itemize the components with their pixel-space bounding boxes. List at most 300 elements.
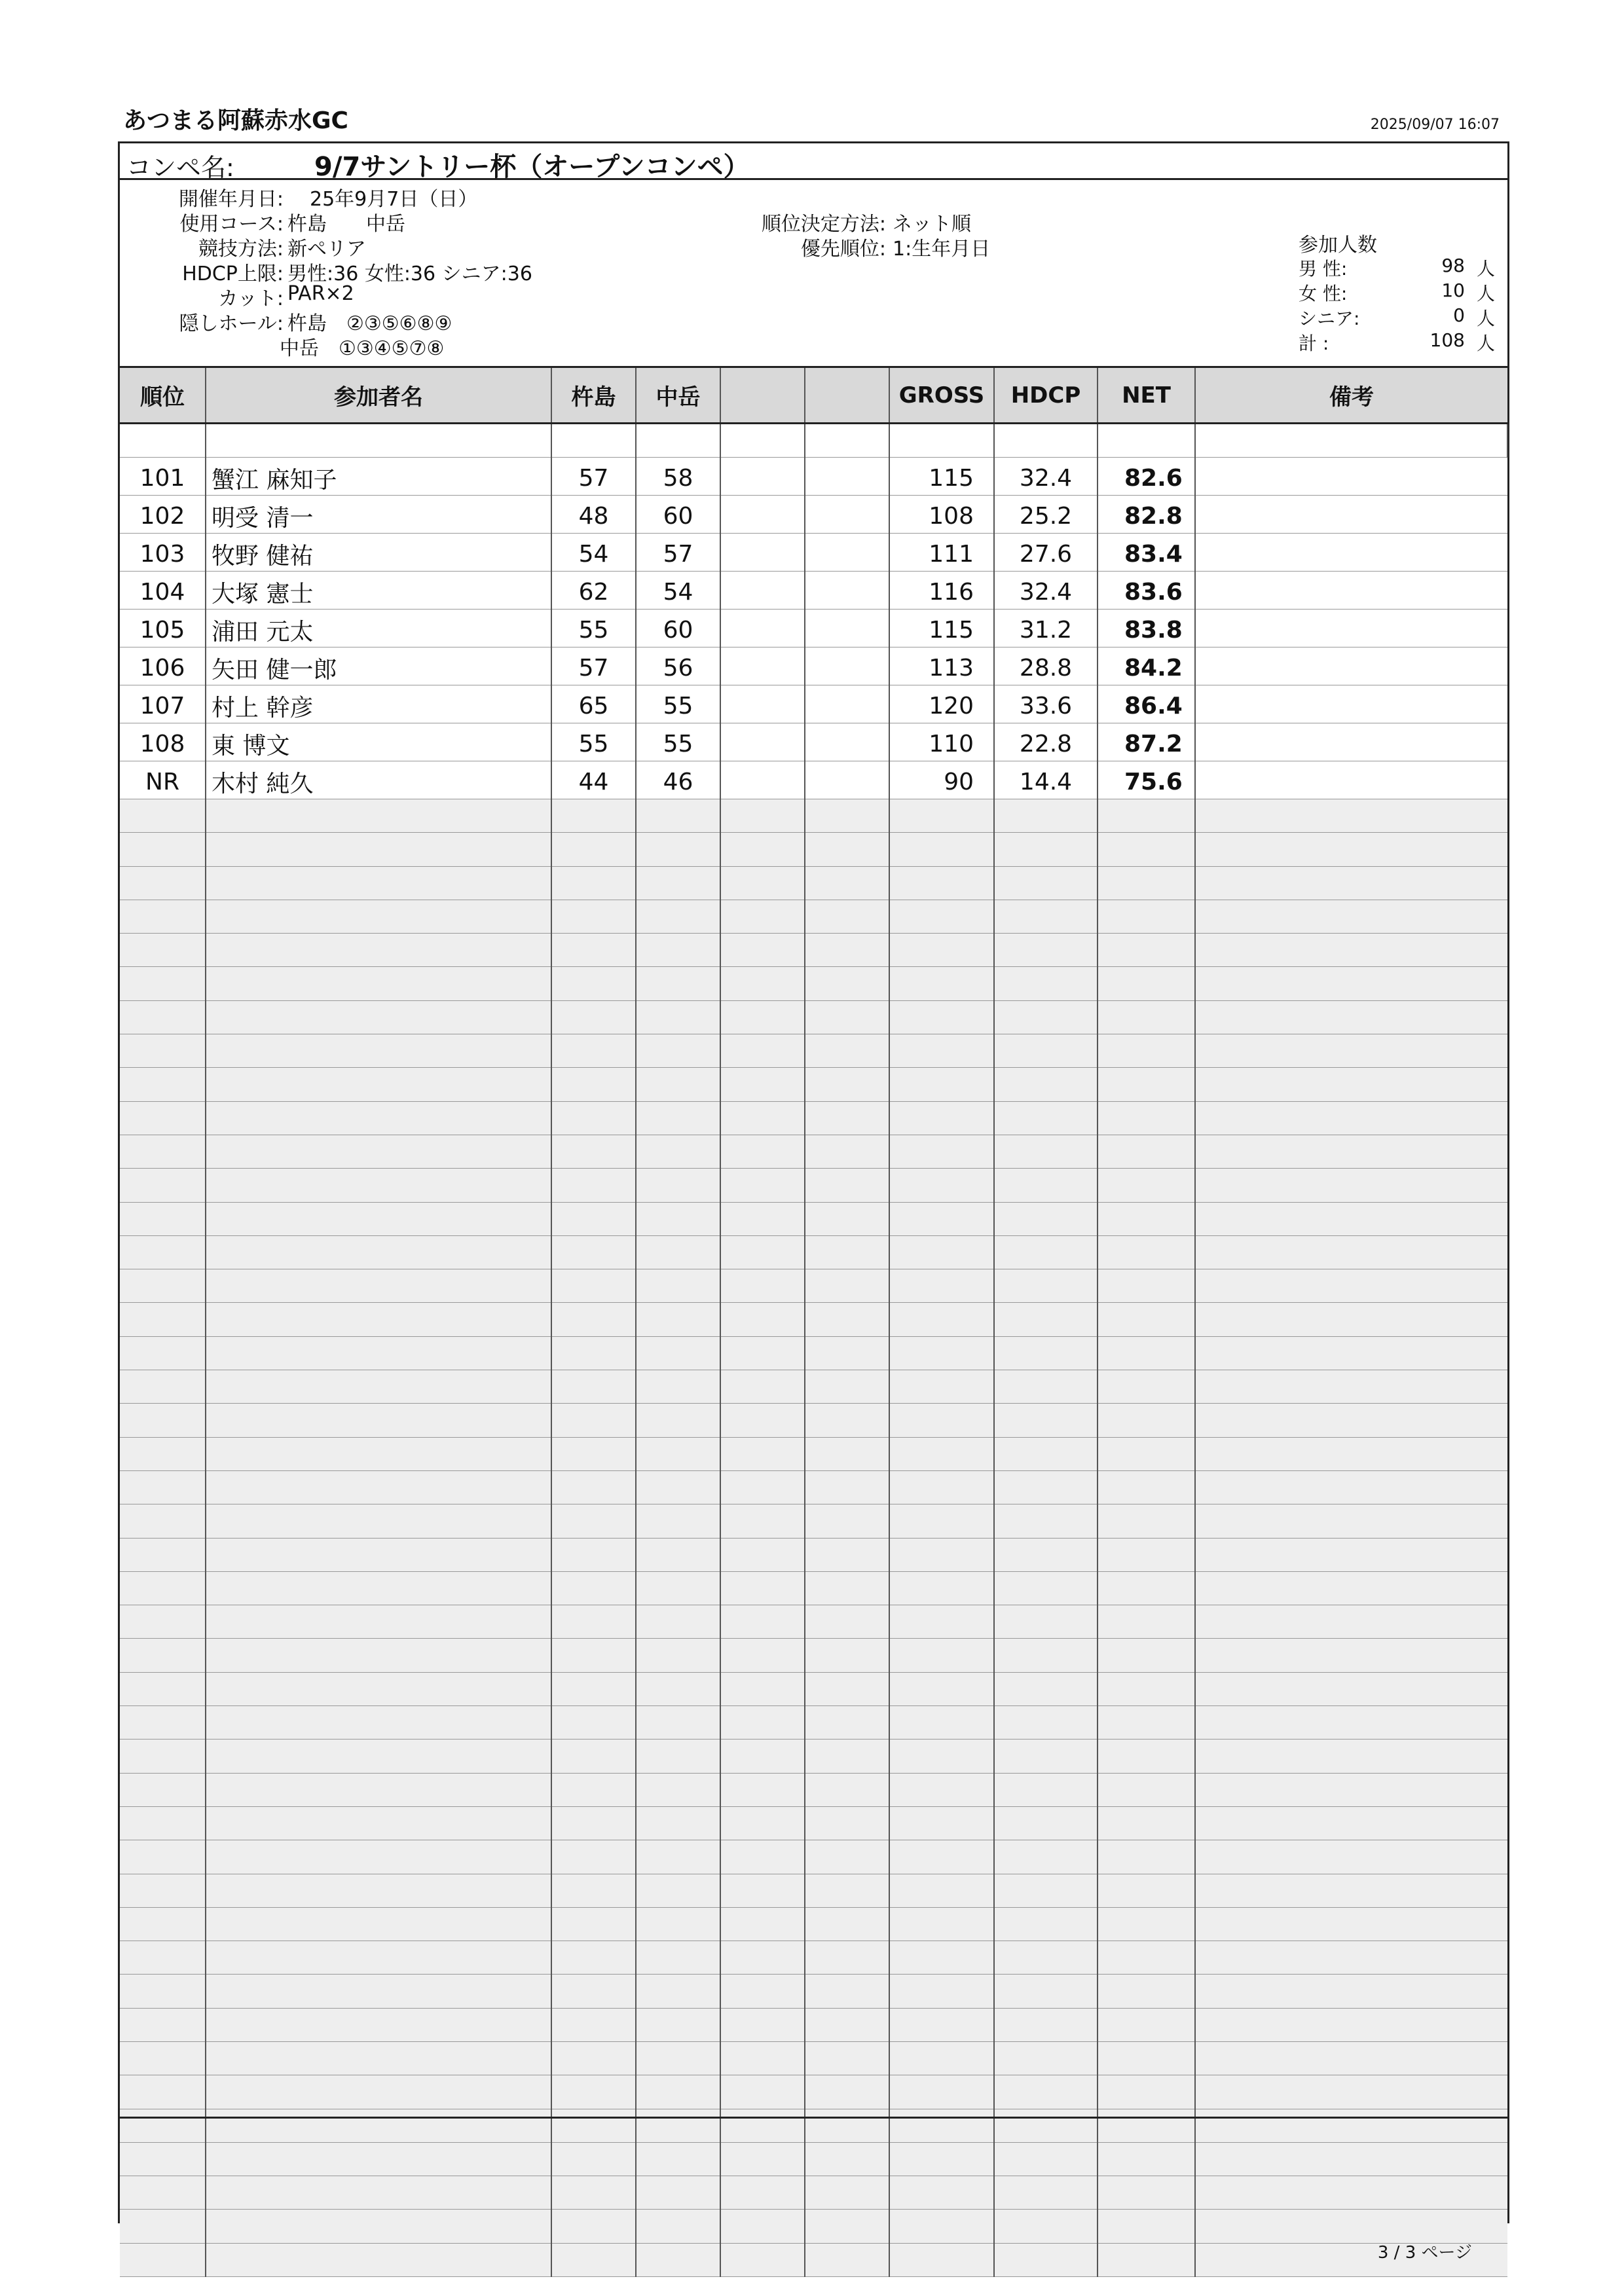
empty-cell xyxy=(1098,1101,1195,1135)
empty-cell xyxy=(1195,1672,1507,1705)
empty-cell xyxy=(1098,1740,1195,1773)
empty-cell xyxy=(805,934,889,967)
empty-cell xyxy=(1195,1975,1507,2008)
empty-cell xyxy=(720,1470,805,1504)
empty-cell xyxy=(720,1941,805,1975)
empty-cell xyxy=(805,833,889,866)
empty-cell xyxy=(206,1169,551,1202)
empty-cell xyxy=(889,1437,994,1470)
empty-cell xyxy=(889,1639,994,1672)
participants-label: シニア: xyxy=(1299,308,1360,329)
empty-cell xyxy=(636,1169,720,1202)
empty-cell xyxy=(206,1907,551,1941)
table-header-row xyxy=(120,367,1507,424)
participants-unit: 人 xyxy=(1476,258,1495,280)
empty-cell xyxy=(120,1470,206,1504)
empty-cell xyxy=(889,1235,994,1269)
empty-cell xyxy=(551,1470,636,1504)
empty-cell xyxy=(720,833,805,866)
empty-cell xyxy=(551,1740,636,1773)
empty-cell xyxy=(120,1169,206,1202)
blank-cell xyxy=(805,458,889,496)
empty-cell xyxy=(805,2041,889,2075)
empty-cell xyxy=(120,2075,206,2109)
empty-cell xyxy=(636,1571,720,1605)
blank-cell xyxy=(720,572,805,610)
empty-cell xyxy=(120,1504,206,1538)
empty-cell xyxy=(994,1605,1098,1639)
empty-cell xyxy=(889,1907,994,1941)
empty-cell xyxy=(1098,799,1195,833)
nakadake-score-cell: 55 xyxy=(636,723,720,761)
empty-cell xyxy=(1195,900,1507,933)
empty-cell xyxy=(206,1336,551,1370)
empty-row xyxy=(120,833,1507,866)
empty-cell xyxy=(1098,1975,1195,2008)
empty-cell xyxy=(994,2075,1098,2109)
empty-cell xyxy=(206,1874,551,1907)
empty-cell xyxy=(636,1269,720,1303)
empty-row xyxy=(120,1370,1507,1404)
empty-cell xyxy=(206,833,551,866)
empty-cell xyxy=(720,1437,805,1470)
empty-cell xyxy=(551,1169,636,1202)
club-name: あつまる阿蘇赤水GC xyxy=(123,107,348,134)
empty-cell xyxy=(994,1303,1098,1336)
empty-cell xyxy=(1195,1068,1507,1101)
empty-cell xyxy=(636,1303,720,1336)
participants-title: 参加人数 xyxy=(1299,234,1377,257)
kijima-score-cell: 57 xyxy=(551,647,636,685)
empty-cell xyxy=(636,934,720,967)
header-gap xyxy=(120,424,1507,458)
participants-unit: 人 xyxy=(1476,283,1495,304)
empty-cell xyxy=(636,1840,720,1874)
empty-cell xyxy=(120,1370,206,1404)
empty-cell xyxy=(551,1639,636,1672)
empty-cell xyxy=(720,1068,805,1101)
empty-cell xyxy=(994,1806,1098,1840)
empty-cell xyxy=(720,1605,805,1639)
empty-row xyxy=(120,1941,1507,1975)
nakadake-score-cell: 58 xyxy=(636,458,720,496)
empty-row xyxy=(120,1068,1507,1101)
empty-row xyxy=(120,1336,1507,1370)
empty-cell xyxy=(805,1269,889,1303)
empty-cell xyxy=(206,1672,551,1705)
empty-cell xyxy=(636,1202,720,1235)
empty-cell xyxy=(1195,1605,1507,1639)
empty-cell xyxy=(636,1672,720,1705)
empty-row xyxy=(120,1806,1507,1840)
rank-method-label: 順位決定方法: xyxy=(761,213,886,236)
empty-cell xyxy=(206,1437,551,1470)
empty-cell xyxy=(805,1437,889,1470)
gross-cell: 113 xyxy=(889,647,994,685)
empty-cell xyxy=(1195,1303,1507,1336)
empty-cell xyxy=(805,1806,889,1840)
empty-cell xyxy=(636,967,720,1000)
empty-cell xyxy=(805,1907,889,1941)
empty-cell xyxy=(120,1336,206,1370)
empty-cell xyxy=(551,1269,636,1303)
empty-cell xyxy=(1195,1437,1507,1470)
empty-cell xyxy=(805,799,889,833)
course-label: 使用コース: xyxy=(179,213,284,236)
empty-cell xyxy=(889,799,994,833)
competition-label: コンペ名: xyxy=(126,153,234,182)
kijima-score-cell: 55 xyxy=(551,610,636,647)
empty-cell xyxy=(889,1605,994,1639)
empty-cell xyxy=(1098,1202,1195,1235)
gross-cell: 90 xyxy=(889,761,994,799)
empty-cell xyxy=(551,1941,636,1975)
empty-cell xyxy=(120,1068,206,1101)
empty-cell xyxy=(1098,1639,1195,1672)
blank-cell xyxy=(805,534,889,572)
empty-cell xyxy=(889,2243,994,2276)
empty-cell xyxy=(1195,1538,1507,1571)
blank-cell xyxy=(805,610,889,647)
empty-cell xyxy=(551,1000,636,1034)
empty-cell xyxy=(551,833,636,866)
empty-cell xyxy=(1195,1571,1507,1605)
empty-cell xyxy=(1098,1504,1195,1538)
empty-cell xyxy=(1195,1034,1507,1068)
empty-cell xyxy=(120,1975,206,2008)
empty-cell xyxy=(805,1605,889,1639)
empty-row xyxy=(120,1034,1507,1068)
blank-cell xyxy=(720,610,805,647)
empty-cell xyxy=(805,1538,889,1571)
empty-cell xyxy=(1098,1303,1195,1336)
empty-cell xyxy=(994,1202,1098,1235)
empty-cell xyxy=(720,866,805,900)
empty-cell xyxy=(889,1404,994,1437)
table-row xyxy=(120,685,1507,723)
empty-cell xyxy=(994,1169,1098,1202)
empty-cell xyxy=(636,1068,720,1101)
empty-cell xyxy=(1098,1773,1195,1806)
empty-cell xyxy=(1195,1235,1507,1269)
empty-cell xyxy=(1195,1773,1507,1806)
empty-cell xyxy=(720,1235,805,1269)
empty-cell xyxy=(1195,1941,1507,1975)
empty-cell xyxy=(1195,866,1507,900)
empty-cell xyxy=(206,1068,551,1101)
empty-cell xyxy=(1098,1538,1195,1571)
hdcp-cell: 28.8 xyxy=(994,647,1098,685)
blank-cell xyxy=(805,496,889,534)
empty-cell xyxy=(1098,1941,1195,1975)
empty-cell xyxy=(805,1639,889,1672)
hidden-holes-kijima: 杵島 ②③⑤⑥⑧⑨ xyxy=(287,312,452,335)
empty-cell xyxy=(206,1504,551,1538)
print-date: 2025/09/07 16:07 xyxy=(1370,117,1500,133)
empty-cell xyxy=(636,1000,720,1034)
empty-cell xyxy=(805,1840,889,1874)
empty-cell xyxy=(1195,967,1507,1000)
empty-cell xyxy=(994,1874,1098,1907)
empty-cell xyxy=(120,2008,206,2041)
empty-cell xyxy=(720,2041,805,2075)
empty-cell xyxy=(805,2243,889,2276)
empty-cell xyxy=(636,2075,720,2109)
empty-cell xyxy=(551,1571,636,1605)
priority-value: 1:生年月日 xyxy=(893,238,991,261)
empty-cell xyxy=(1195,1101,1507,1135)
empty-cell xyxy=(720,1135,805,1168)
empty-cell xyxy=(889,1169,994,1202)
empty-cell xyxy=(551,1773,636,1806)
empty-cell xyxy=(206,1639,551,1672)
empty-cell xyxy=(805,2008,889,2041)
hdcp-cell: 33.6 xyxy=(994,685,1098,723)
name-cell: 大塚 憲士 xyxy=(206,572,551,610)
empty-row xyxy=(120,1571,1507,1605)
empty-cell xyxy=(120,866,206,900)
blank-cell xyxy=(805,761,889,799)
name-cell: 明受 清一 xyxy=(206,496,551,534)
empty-cell xyxy=(551,799,636,833)
empty-cell xyxy=(805,1975,889,2008)
empty-row xyxy=(120,2008,1507,2041)
empty-cell xyxy=(636,1605,720,1639)
empty-cell xyxy=(206,1404,551,1437)
empty-cell xyxy=(636,1740,720,1773)
empty-cell xyxy=(994,1504,1098,1538)
empty-cell xyxy=(1195,1269,1507,1303)
kijima-score-cell: 62 xyxy=(551,572,636,610)
empty-cell xyxy=(805,1504,889,1538)
empty-cell xyxy=(120,967,206,1000)
empty-cell xyxy=(994,1941,1098,1975)
empty-cell xyxy=(636,2041,720,2075)
empty-row xyxy=(120,1907,1507,1941)
empty-cell xyxy=(1098,1605,1195,1639)
hdcp-limit-value: 男性:36 女性:36 シニア:36 xyxy=(287,263,532,285)
empty-row xyxy=(120,1437,1507,1470)
empty-cell xyxy=(720,1571,805,1605)
empty-cell xyxy=(206,1202,551,1235)
name-cell: 東 博文 xyxy=(206,723,551,761)
empty-row xyxy=(120,2243,1507,2276)
empty-cell xyxy=(994,1437,1098,1470)
empty-row xyxy=(120,1202,1507,1235)
rank-method-value: ネット順 xyxy=(893,213,971,236)
nakadake-score-cell: 57 xyxy=(636,534,720,572)
empty-row xyxy=(120,1874,1507,1907)
empty-cell xyxy=(206,1740,551,1773)
empty-row xyxy=(120,1169,1507,1202)
empty-cell xyxy=(206,1773,551,1806)
hidden-holes-nakadake: 中岳 ①③④⑤⑦⑧ xyxy=(280,337,445,360)
hdcp-cell: 32.4 xyxy=(994,458,1098,496)
empty-cell xyxy=(551,2243,636,2276)
empty-cell xyxy=(120,1874,206,1907)
remarks-cell xyxy=(1195,458,1507,496)
empty-cell xyxy=(994,900,1098,933)
participants-count: 10 xyxy=(1441,280,1465,301)
empty-cell xyxy=(206,2243,551,2276)
empty-cell xyxy=(120,1437,206,1470)
empty-cell xyxy=(551,1101,636,1135)
empty-cell xyxy=(720,1639,805,1672)
empty-cell xyxy=(994,1975,1098,2008)
header-remarks: 備考 xyxy=(1195,367,1507,424)
empty-row xyxy=(120,1706,1507,1740)
header-kijima: 杵島 xyxy=(551,367,636,424)
gross-cell: 108 xyxy=(889,496,994,534)
empty-cell xyxy=(206,967,551,1000)
empty-cell xyxy=(994,1101,1098,1135)
empty-cell xyxy=(994,967,1098,1000)
participants-label: 計 : xyxy=(1299,333,1329,354)
cut-label: カット: xyxy=(218,287,284,310)
empty-cell xyxy=(889,1202,994,1235)
empty-cell xyxy=(994,1740,1098,1773)
rank-cell: 107 xyxy=(120,685,206,723)
empty-cell xyxy=(206,1303,551,1336)
empty-cell xyxy=(1098,2243,1195,2276)
empty-cell xyxy=(805,1235,889,1269)
empty-cell xyxy=(636,1404,720,1437)
empty-cell xyxy=(120,1000,206,1034)
participants-male xyxy=(1299,255,1495,280)
empty-cell xyxy=(120,1941,206,1975)
empty-row xyxy=(120,1605,1507,1639)
remarks-cell xyxy=(1195,723,1507,761)
empty-cell xyxy=(1195,1740,1507,1773)
empty-cell xyxy=(120,1773,206,1806)
score-sheet xyxy=(118,141,1509,2223)
empty-cell xyxy=(720,934,805,967)
empty-cell xyxy=(889,1975,994,2008)
empty-cell xyxy=(1195,2075,1507,2109)
method-value: 新ペリア xyxy=(287,238,366,261)
empty-cell xyxy=(720,1303,805,1336)
empty-cell xyxy=(994,799,1098,833)
empty-row xyxy=(120,1672,1507,1705)
empty-cell xyxy=(206,2008,551,2041)
empty-cell xyxy=(994,866,1098,900)
empty-cell xyxy=(206,1235,551,1269)
empty-cell xyxy=(720,1169,805,1202)
header-net: NET xyxy=(1098,367,1195,424)
rank-cell: 108 xyxy=(120,723,206,761)
remarks-cell xyxy=(1195,534,1507,572)
empty-cell xyxy=(1195,1874,1507,1907)
participants-label: 男 性: xyxy=(1299,258,1348,280)
empty-row xyxy=(120,934,1507,967)
kijima-score-cell: 57 xyxy=(551,458,636,496)
participants-count: 108 xyxy=(1430,329,1465,351)
net-cell: 83.4 xyxy=(1098,534,1195,572)
remarks-cell xyxy=(1195,761,1507,799)
participants-label: 女 性: xyxy=(1299,283,1348,304)
empty-cell xyxy=(551,1605,636,1639)
empty-row xyxy=(120,1639,1507,1672)
empty-cell xyxy=(1098,2008,1195,2041)
empty-row xyxy=(120,1538,1507,1571)
empty-cell xyxy=(551,1034,636,1068)
empty-cell xyxy=(206,1135,551,1168)
empty-cell xyxy=(994,1336,1098,1370)
empty-cell xyxy=(206,1571,551,1605)
empty-cell xyxy=(636,1370,720,1404)
empty-cell xyxy=(206,934,551,967)
kijima-score-cell: 48 xyxy=(551,496,636,534)
empty-cell xyxy=(805,1101,889,1135)
empty-cell xyxy=(551,2075,636,2109)
empty-cell xyxy=(1098,1907,1195,1941)
header-hdcp: HDCP xyxy=(994,367,1098,424)
empty-cell xyxy=(636,799,720,833)
header-blank xyxy=(720,367,805,424)
nakadake-score-cell: 56 xyxy=(636,647,720,685)
empty-cell xyxy=(994,1470,1098,1504)
kijima-score-cell: 55 xyxy=(551,723,636,761)
empty-cell xyxy=(994,1000,1098,1034)
empty-cell xyxy=(551,1404,636,1437)
empty-cell xyxy=(994,1404,1098,1437)
competition-name: 9/7サントリー杯（オープンコンペ） xyxy=(314,152,750,182)
kijima-score-cell: 65 xyxy=(551,685,636,723)
empty-cell xyxy=(636,833,720,866)
empty-cell xyxy=(720,799,805,833)
empty-cell xyxy=(889,967,994,1000)
empty-cell xyxy=(720,900,805,933)
date-label: 開催年月日: xyxy=(178,188,284,211)
empty-cell xyxy=(720,2075,805,2109)
empty-cell xyxy=(720,1101,805,1135)
empty-cell xyxy=(636,1941,720,1975)
empty-cell xyxy=(551,1538,636,1571)
name-cell: 牧野 健祐 xyxy=(206,534,551,572)
empty-cell xyxy=(206,1941,551,1975)
participants-unit: 人 xyxy=(1476,308,1495,329)
results-table xyxy=(120,366,1508,2277)
empty-cell xyxy=(805,1874,889,1907)
gross-cell: 120 xyxy=(889,685,994,723)
gross-cell: 115 xyxy=(889,610,994,647)
blank-cell xyxy=(720,685,805,723)
empty-cell xyxy=(636,1975,720,2008)
empty-cell xyxy=(1195,2008,1507,2041)
empty-cell xyxy=(805,2075,889,2109)
empty-cell xyxy=(994,934,1098,967)
header-nakadake: 中岳 xyxy=(636,367,720,424)
empty-cell xyxy=(720,1034,805,1068)
blank-cell xyxy=(720,761,805,799)
empty-row xyxy=(120,1470,1507,1504)
blank-cell xyxy=(805,647,889,685)
empty-cell xyxy=(551,1135,636,1168)
empty-cell xyxy=(805,1404,889,1437)
empty-cell xyxy=(636,1907,720,1941)
empty-cell xyxy=(551,1874,636,1907)
empty-cell xyxy=(636,1235,720,1269)
rank-cell: 104 xyxy=(120,572,206,610)
empty-row xyxy=(120,1773,1507,1806)
remarks-cell xyxy=(1195,610,1507,647)
gross-cell: 115 xyxy=(889,458,994,496)
empty-cell xyxy=(805,1202,889,1235)
empty-row xyxy=(120,1404,1507,1437)
empty-cell xyxy=(994,1538,1098,1571)
results-body xyxy=(120,424,1507,2277)
name-cell: 矢田 健一郎 xyxy=(206,647,551,685)
